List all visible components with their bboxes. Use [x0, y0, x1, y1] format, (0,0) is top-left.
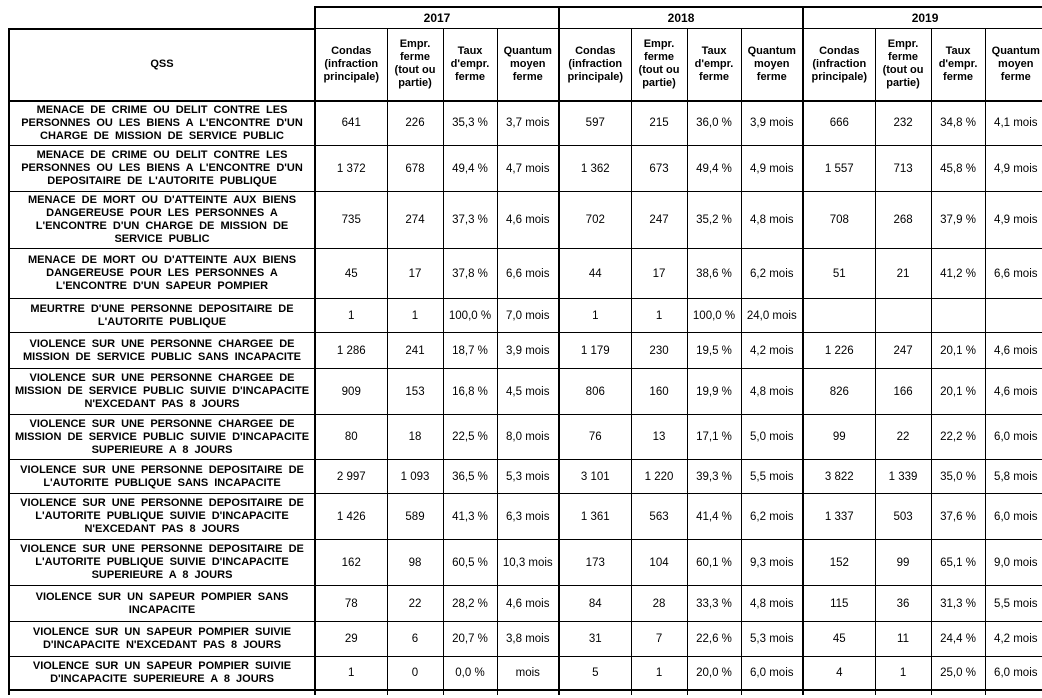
value-cell: 19,5 %	[687, 333, 741, 369]
value-cell: 49,4 %	[687, 146, 741, 192]
value-cell: 37,8 %	[443, 249, 497, 299]
column-header-taux: Taux d'empr. ferme	[931, 29, 985, 101]
table-row	[9, 657, 1042, 690]
value-cell: 45	[315, 249, 387, 299]
cutoff-cell	[931, 690, 985, 695]
year-header-2018: 2018	[559, 7, 803, 29]
value-cell: 31	[559, 622, 631, 657]
value-cell: 44	[559, 249, 631, 299]
value-cell: 1 557	[803, 146, 875, 192]
value-cell: 35,0 %	[931, 460, 985, 494]
value-cell: 247	[875, 333, 931, 369]
value-cell: 36	[875, 586, 931, 622]
value-cell: 60,1 %	[687, 540, 741, 586]
value-cell: 115	[803, 586, 875, 622]
value-cell: 6,2 mois	[741, 494, 803, 540]
value-cell: 4,8 mois	[741, 586, 803, 622]
row-label: MENACE DE CRIME OU DELIT CONTRE LES PERSONNES OU LES BIENS A L'ENCONTRE D'UN DEPOSITAIRE DE L'AUTORITE PUBLIQUE	[9, 146, 315, 192]
value-cell: 35,2 %	[687, 192, 741, 249]
value-cell: 6,0 mois	[741, 657, 803, 690]
value-cell: 4,9 mois	[741, 146, 803, 192]
value-cell: 20,1 %	[931, 369, 985, 415]
value-cell: 34,8 %	[931, 101, 985, 146]
value-cell: 162	[315, 540, 387, 586]
row-label: VIOLENCE SUR UN SAPEUR POMPIER SUIVIE D'INCAPACITE N'EXCEDANT PAS 8 JOURS	[9, 622, 315, 657]
value-cell: 24,0 mois	[741, 299, 803, 333]
value-cell: 6,6 mois	[985, 249, 1042, 299]
cutoff-cell	[559, 690, 631, 695]
value-cell: 4,6 mois	[985, 333, 1042, 369]
table-row	[9, 146, 1042, 192]
column-header-condas: Condas (infraction principale)	[315, 29, 387, 101]
value-cell: 3,9 mois	[497, 333, 559, 369]
table-body	[9, 101, 1042, 695]
value-cell: 1	[559, 299, 631, 333]
value-cell: 9,0 mois	[985, 540, 1042, 586]
value-cell	[931, 299, 985, 333]
value-cell: 1 093	[387, 460, 443, 494]
value-cell: 0	[387, 657, 443, 690]
value-cell: 38,6 %	[687, 249, 741, 299]
value-cell: 4,7 mois	[497, 146, 559, 192]
value-cell: 1 226	[803, 333, 875, 369]
value-cell: 641	[315, 101, 387, 146]
value-cell: 673	[631, 146, 687, 192]
value-cell: 45	[803, 622, 875, 657]
value-cell: 241	[387, 333, 443, 369]
value-cell: 3,8 mois	[497, 622, 559, 657]
value-cell: 41,4 %	[687, 494, 741, 540]
value-cell	[875, 299, 931, 333]
value-cell: 18	[387, 415, 443, 460]
value-cell: 4,2 mois	[741, 333, 803, 369]
table-row	[9, 460, 1042, 494]
column-header-taux: Taux d'empr. ferme	[687, 29, 741, 101]
value-cell: 20,7 %	[443, 622, 497, 657]
value-cell: 65,1 %	[931, 540, 985, 586]
row-label: MEURTRE D'UNE PERSONNE DEPOSITAIRE DE L'AUTORITE PUBLIQUE	[9, 299, 315, 333]
value-cell: 4,6 mois	[497, 192, 559, 249]
value-cell: 3 822	[803, 460, 875, 494]
value-cell: 37,9 %	[931, 192, 985, 249]
value-cell: 6	[387, 622, 443, 657]
value-cell: 503	[875, 494, 931, 540]
value-cell: 1 426	[315, 494, 387, 540]
value-cell: 100,0 %	[443, 299, 497, 333]
value-cell: 28,2 %	[443, 586, 497, 622]
value-cell: 4,2 mois	[985, 622, 1042, 657]
column-header-taux: Taux d'empr. ferme	[443, 29, 497, 101]
value-cell: 24,4 %	[931, 622, 985, 657]
row-label: VIOLENCE SUR UNE PERSONNE CHARGEE DE MISSION DE SERVICE PUBLIC SUIVIE D'INCAPACITE N'EXCEDANT PAS 8 JOURS	[9, 369, 315, 415]
table-row	[9, 299, 1042, 333]
value-cell: 3 101	[559, 460, 631, 494]
value-cell: 1	[875, 657, 931, 690]
row-label: MENACE DE MORT OU D'ATTEINTE AUX BIENS DANGEREUSE POUR LES PERSONNES A L'ENCONTRE D'UN SAPEUR POMPIER	[9, 249, 315, 299]
value-cell: 1 339	[875, 460, 931, 494]
value-cell: 16,8 %	[443, 369, 497, 415]
value-cell: 99	[803, 415, 875, 460]
value-cell	[985, 299, 1042, 333]
column-header-quantum: Quantum moyen ferme	[985, 29, 1042, 101]
value-cell: 247	[631, 192, 687, 249]
value-cell: 1 220	[631, 460, 687, 494]
column-header-quantum: Quantum moyen ferme	[741, 29, 803, 101]
value-cell: 4,9 mois	[985, 192, 1042, 249]
value-cell: 1 286	[315, 333, 387, 369]
row-label: VIOLENCE SUR UN SAPEUR POMPIER SUIVIE D'INCAPACITE SUPERIEURE A 8 JOURS	[9, 657, 315, 690]
value-cell: 6,0 mois	[985, 657, 1042, 690]
column-header-condas: Condas (infraction principale)	[803, 29, 875, 101]
value-cell: 3,7 mois	[497, 101, 559, 146]
value-cell: 99	[875, 540, 931, 586]
value-cell: 33,3 %	[687, 586, 741, 622]
value-cell: 4,6 mois	[497, 586, 559, 622]
column-header-quantum: Quantum moyen ferme	[497, 29, 559, 101]
value-cell: 31,3 %	[931, 586, 985, 622]
value-cell: 274	[387, 192, 443, 249]
cutoff-cell	[497, 690, 559, 695]
year-header-2019: 2019	[803, 7, 1042, 29]
value-cell: 4,5 mois	[497, 369, 559, 415]
value-cell: 0,0 %	[443, 657, 497, 690]
value-cell: 1 361	[559, 494, 631, 540]
column-header-empr-ferme: Empr. ferme (tout ou partie)	[875, 29, 931, 101]
cutoff-cell	[9, 690, 315, 695]
row-label: VIOLENCE SUR UNE PERSONNE DEPOSITAIRE DE L'AUTORITE PUBLIQUE SUIVIE D'INCAPACITE SUPERIEURE A 8 JOURS	[9, 540, 315, 586]
value-cell: 60,5 %	[443, 540, 497, 586]
value-cell: 230	[631, 333, 687, 369]
value-cell: 80	[315, 415, 387, 460]
value-cell: 4,1 mois	[985, 101, 1042, 146]
table-row	[9, 333, 1042, 369]
column-header-empr-ferme: Empr. ferme (tout ou partie)	[387, 29, 443, 101]
value-cell: 268	[875, 192, 931, 249]
value-cell: 13	[631, 415, 687, 460]
qss-sentencing-table	[8, 6, 1042, 695]
value-cell: 9,3 mois	[741, 540, 803, 586]
table-row	[9, 415, 1042, 460]
value-cell: 22	[875, 415, 931, 460]
table-header	[9, 7, 1042, 101]
value-cell: 4,8 mois	[741, 369, 803, 415]
value-cell: 5,3 mois	[741, 622, 803, 657]
value-cell: 84	[559, 586, 631, 622]
value-cell: 41,2 %	[931, 249, 985, 299]
value-cell: 22,5 %	[443, 415, 497, 460]
value-cell: 1	[387, 299, 443, 333]
value-cell: 37,3 %	[443, 192, 497, 249]
table-row	[9, 249, 1042, 299]
value-cell: 7,0 mois	[497, 299, 559, 333]
value-cell: 37,6 %	[931, 494, 985, 540]
value-cell	[803, 299, 875, 333]
value-cell: 215	[631, 101, 687, 146]
value-cell: 806	[559, 369, 631, 415]
value-cell: 1	[631, 657, 687, 690]
value-cell: 173	[559, 540, 631, 586]
value-cell: 160	[631, 369, 687, 415]
value-cell: 4,8 mois	[741, 192, 803, 249]
year-header-2017: 2017	[315, 7, 559, 29]
value-cell: 6,2 mois	[741, 249, 803, 299]
value-cell: 36,5 %	[443, 460, 497, 494]
value-cell: 702	[559, 192, 631, 249]
row-label: VIOLENCE SUR UN SAPEUR POMPIER SANS INCAPACITE	[9, 586, 315, 622]
cutoff-cell	[315, 690, 387, 695]
value-cell: 5,5 mois	[985, 586, 1042, 622]
column-header-row	[9, 29, 1042, 101]
value-cell: 17	[387, 249, 443, 299]
value-cell: 100,0 %	[687, 299, 741, 333]
value-cell: 6,0 mois	[985, 494, 1042, 540]
value-cell: 166	[875, 369, 931, 415]
value-cell: 6,0 mois	[985, 415, 1042, 460]
cutoff-cell	[443, 690, 497, 695]
value-cell: 597	[559, 101, 631, 146]
value-cell: 18,7 %	[443, 333, 497, 369]
value-cell: 1 337	[803, 494, 875, 540]
value-cell: 1	[631, 299, 687, 333]
value-cell: 1	[315, 299, 387, 333]
row-label: VIOLENCE SUR UNE PERSONNE CHARGEE DE MISSION DE SERVICE PUBLIC SANS INCAPACITE	[9, 333, 315, 369]
cutoff-cell	[985, 690, 1042, 695]
value-cell: 2 997	[315, 460, 387, 494]
value-cell: 35,3 %	[443, 101, 497, 146]
value-cell: mois	[497, 657, 559, 690]
value-cell: 78	[315, 586, 387, 622]
row-label: VIOLENCE SUR UNE PERSONNE CHARGEE DE MISSION DE SERVICE PUBLIC SUIVIE D'INCAPACITE SUPERIEURE A 8 JOURS	[9, 415, 315, 460]
table-row	[9, 540, 1042, 586]
value-cell: 1 362	[559, 146, 631, 192]
value-cell: 1	[315, 657, 387, 690]
value-cell: 20,1 %	[931, 333, 985, 369]
value-cell: 708	[803, 192, 875, 249]
value-cell: 17	[631, 249, 687, 299]
value-cell: 5	[559, 657, 631, 690]
row-label: VIOLENCE SUR UNE PERSONNE DEPOSITAIRE DE L'AUTORITE PUBLIQUE SANS INCAPACITE	[9, 460, 315, 494]
cutoff-cell	[631, 690, 687, 695]
value-cell: 36,0 %	[687, 101, 741, 146]
value-cell: 41,3 %	[443, 494, 497, 540]
value-cell: 8,0 mois	[497, 415, 559, 460]
value-cell: 17,1 %	[687, 415, 741, 460]
cutoff-cell	[875, 690, 931, 695]
row-label: MENACE DE CRIME OU DELIT CONTRE LES PERSONNES OU LES BIENS A L'ENCONTRE D'UN CHARGE DE MISSION DE SERVICE PUBLIC	[9, 101, 315, 146]
table-row	[9, 192, 1042, 249]
value-cell: 226	[387, 101, 443, 146]
cutoff-cell	[387, 690, 443, 695]
value-cell: 153	[387, 369, 443, 415]
value-cell: 826	[803, 369, 875, 415]
value-cell: 39,3 %	[687, 460, 741, 494]
table-row	[9, 369, 1042, 415]
value-cell: 21	[875, 249, 931, 299]
cutoff-cell	[803, 690, 875, 695]
value-cell: 98	[387, 540, 443, 586]
value-cell: 6,3 mois	[497, 494, 559, 540]
value-cell: 678	[387, 146, 443, 192]
cutoff-row	[9, 690, 1042, 695]
value-cell: 6,6 mois	[497, 249, 559, 299]
value-cell: 104	[631, 540, 687, 586]
value-cell: 1 179	[559, 333, 631, 369]
value-cell: 29	[315, 622, 387, 657]
value-cell: 1 372	[315, 146, 387, 192]
value-cell: 49,4 %	[443, 146, 497, 192]
value-cell: 25,0 %	[931, 657, 985, 690]
value-cell: 5,8 mois	[985, 460, 1042, 494]
value-cell: 589	[387, 494, 443, 540]
value-cell: 563	[631, 494, 687, 540]
value-cell: 76	[559, 415, 631, 460]
value-cell: 713	[875, 146, 931, 192]
value-cell: 3,9 mois	[741, 101, 803, 146]
value-cell: 10,3 mois	[497, 540, 559, 586]
value-cell: 909	[315, 369, 387, 415]
table-row	[9, 622, 1042, 657]
value-cell: 5,3 mois	[497, 460, 559, 494]
value-cell: 22,6 %	[687, 622, 741, 657]
row-label: VIOLENCE SUR UNE PERSONNE DEPOSITAIRE DE L'AUTORITE PUBLIQUE SUIVIE D'INCAPACITE N'EXCEDANT PAS 8 JOURS	[9, 494, 315, 540]
value-cell: 19,9 %	[687, 369, 741, 415]
year-header-row	[9, 7, 1042, 29]
value-cell: 7	[631, 622, 687, 657]
value-cell: 735	[315, 192, 387, 249]
value-cell: 232	[875, 101, 931, 146]
row-label: MENACE DE MORT OU D'ATTEINTE AUX BIENS DANGEREUSE POUR LES PERSONNES A L'ENCONTRE D'UN CHARGE DE MISSION DE SERVICE PUBLIC	[9, 192, 315, 249]
value-cell: 5,5 mois	[741, 460, 803, 494]
table-row	[9, 494, 1042, 540]
value-cell: 11	[875, 622, 931, 657]
value-cell: 5,0 mois	[741, 415, 803, 460]
value-cell: 152	[803, 540, 875, 586]
corner-header-qss: QSS	[9, 29, 315, 101]
value-cell: 4,6 mois	[985, 369, 1042, 415]
value-cell: 51	[803, 249, 875, 299]
value-cell: 4	[803, 657, 875, 690]
column-header-empr-ferme: Empr. ferme (tout ou partie)	[631, 29, 687, 101]
cutoff-cell	[687, 690, 741, 695]
table-row	[9, 586, 1042, 622]
value-cell: 20,0 %	[687, 657, 741, 690]
value-cell: 28	[631, 586, 687, 622]
cutoff-cell	[741, 690, 803, 695]
column-header-condas: Condas (infraction principale)	[559, 29, 631, 101]
corner-blank	[9, 7, 315, 29]
table-row	[9, 101, 1042, 146]
value-cell: 45,8 %	[931, 146, 985, 192]
value-cell: 22,2 %	[931, 415, 985, 460]
value-cell: 666	[803, 101, 875, 146]
value-cell: 4,9 mois	[985, 146, 1042, 192]
value-cell: 22	[387, 586, 443, 622]
